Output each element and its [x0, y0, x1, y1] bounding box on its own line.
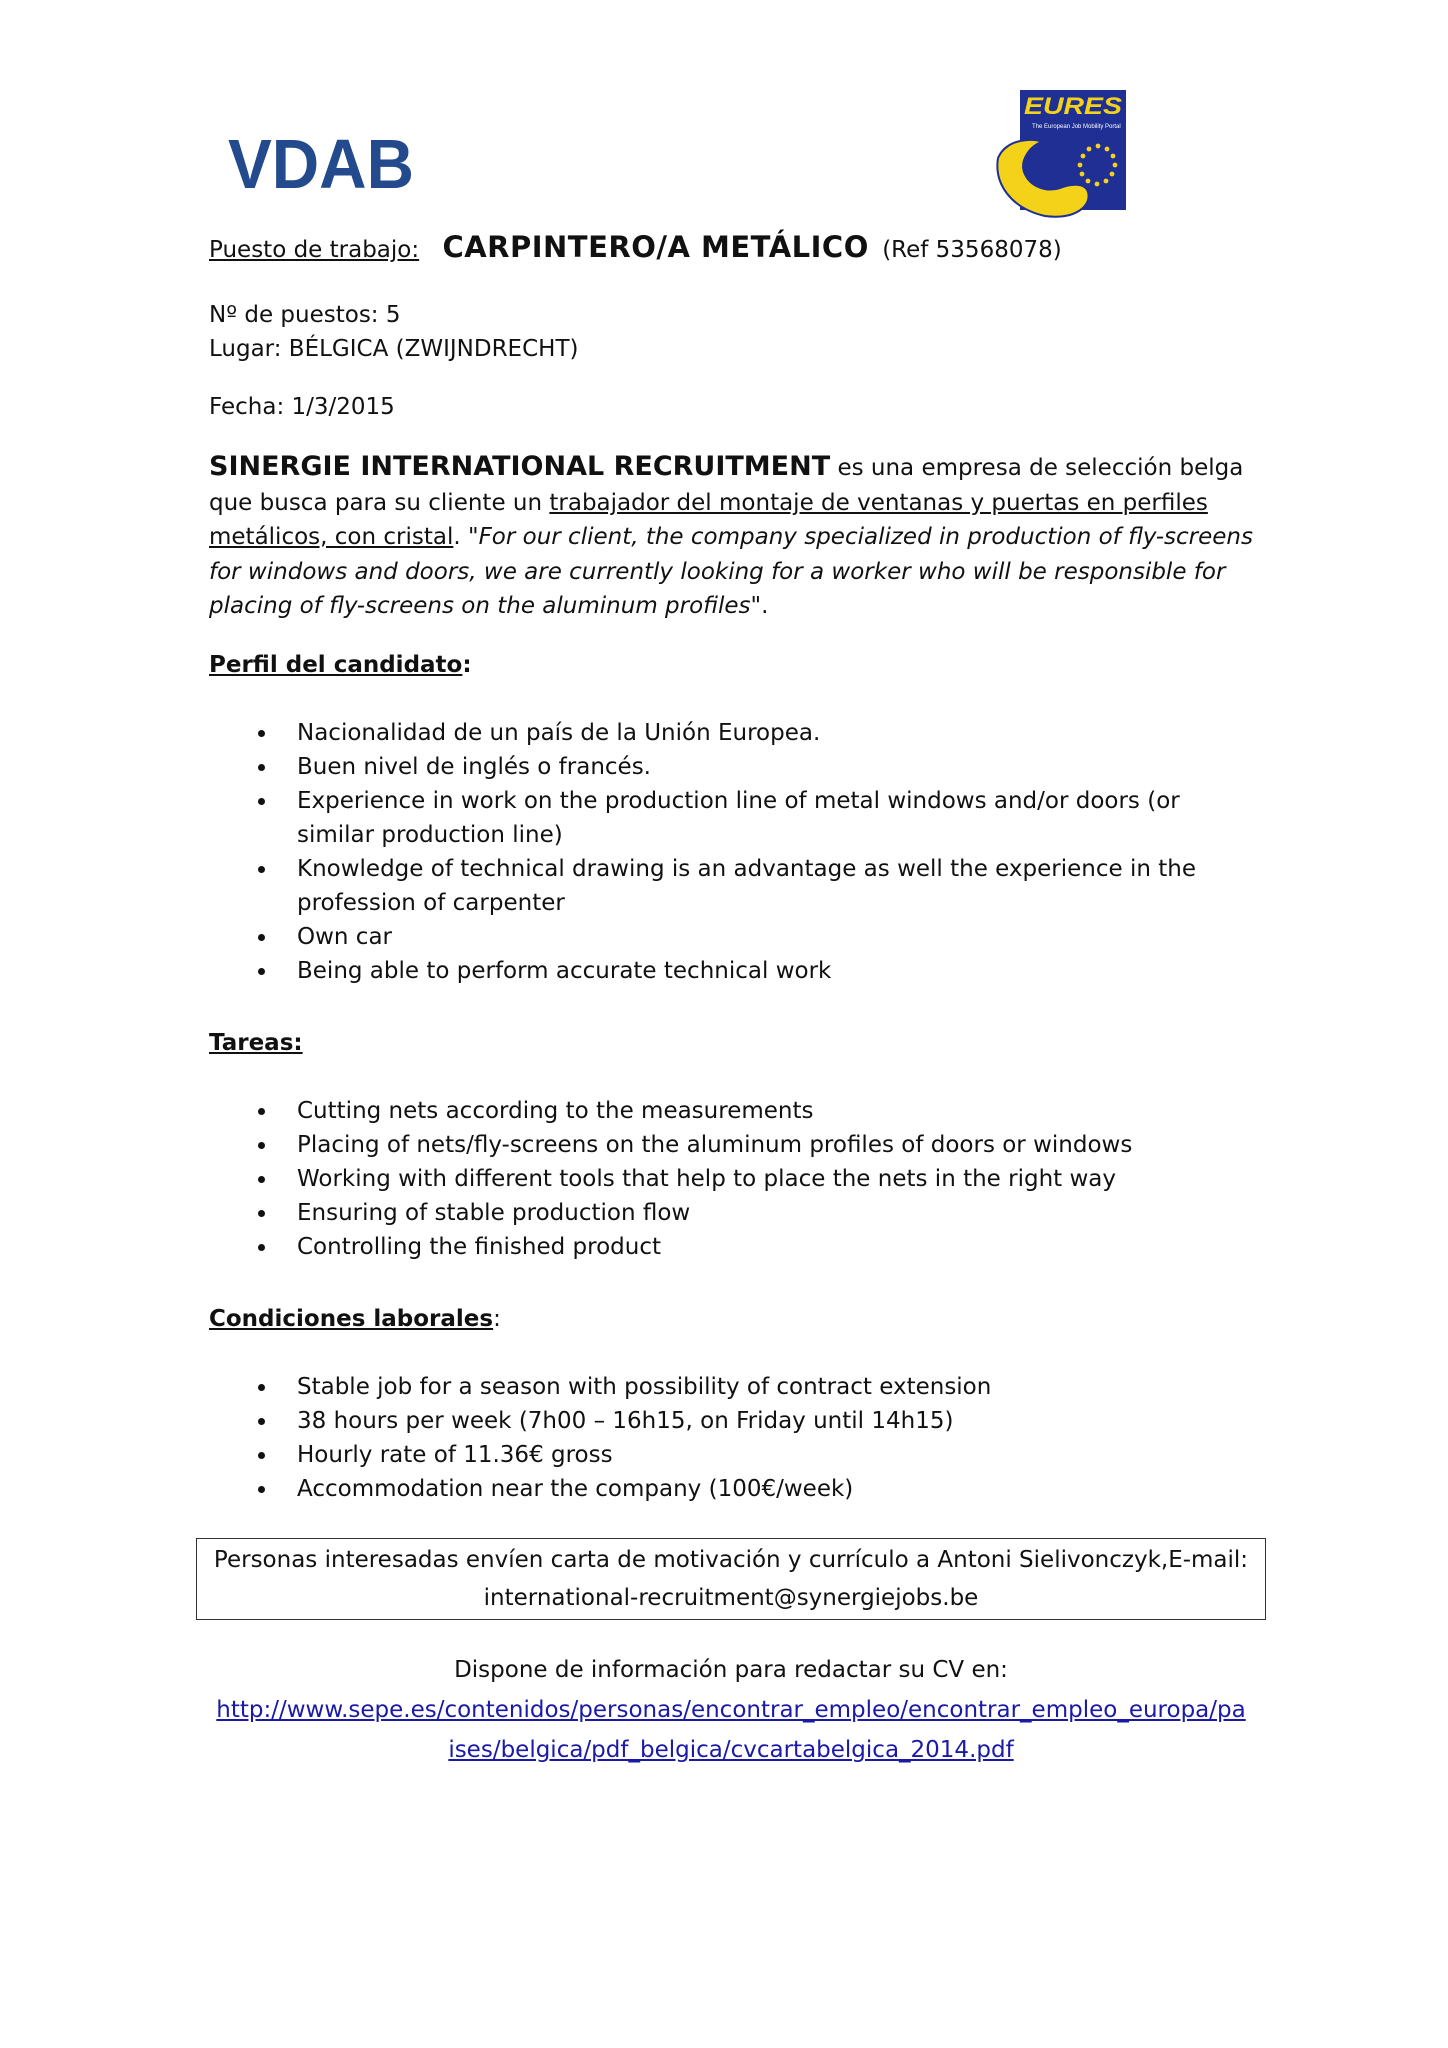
list-item: Hourly rate of 11.36€ gross	[254, 1438, 1254, 1472]
job-reference: (Ref 53568078)	[882, 237, 1062, 263]
list-item: Knowledge of technical drawing is an advantage as well the experience in the profession of carpenter	[254, 852, 1254, 920]
job-title: CARPINTERO/A METÁLICO	[442, 230, 869, 264]
tasks-list	[254, 1094, 1254, 1264]
list-item: 38 hours per week (7h00 – 16h15, on Friday until 14h15)	[254, 1404, 1254, 1438]
section-heading-tasks	[209, 1026, 1259, 1060]
list-item: Controlling the finished product	[254, 1230, 1254, 1264]
contact-email[interactable]: international-recruitment@synergiejobs.be	[483, 1585, 979, 1611]
intro-quote: "For our client, the company specialized in production of fly-screens for windows and doors, we are currently looking for a worker who will be responsible for placing of fly-screens on the aluminum profiles	[209, 524, 1253, 619]
eures-logo-subtitle: The European Job Mobility Portal	[1032, 124, 1121, 130]
contact-text: Personas interesadas envíen carta de motivación y currículo a Antoni Sielivonczyk,E-mail:	[213, 1547, 1249, 1573]
section-heading-conditions-colon: :	[493, 1306, 501, 1332]
list-item: Experience in work on the production line of metal windows and/or doors (or similar production line)	[254, 784, 1254, 852]
intro-text-2: .	[453, 524, 468, 550]
profile-list	[254, 716, 1254, 988]
intro-text-1: es una empresa de selección belga que busca para su cliente un	[209, 455, 1244, 516]
contact-box	[196, 1538, 1266, 1620]
cv-info	[196, 1650, 1266, 1770]
vdab-logo	[228, 118, 418, 208]
list-item: Own car	[254, 920, 1254, 954]
cv-info-link-line-2[interactable]: ises/belgica/pdf_belgica/cvcartabelgica_2014.pdf	[448, 1737, 1014, 1763]
positions-count: Nº de puestos: 5	[209, 302, 401, 328]
list-item: Cutting nets according to the measurements	[254, 1094, 1254, 1128]
list-item: Ensuring of stable production flow	[254, 1196, 1254, 1230]
list-item: Nacionalidad de un país de la Unión Europea.	[254, 716, 1254, 750]
conditions-list	[254, 1370, 1254, 1506]
company-name: SINERGIE INTERNATIONAL RECRUITMENT	[209, 451, 831, 482]
eures-logo	[990, 88, 1130, 223]
list-item: Working with different tools that help to place the nets in the right way	[254, 1162, 1254, 1196]
vdab-logo-text: VDAB	[228, 125, 414, 203]
cv-info-label: Dispone de información para redactar su CV en:	[454, 1657, 1008, 1683]
cv-info-link[interactable]	[216, 1697, 1245, 1763]
section-heading-conditions-label: Condiciones laborales	[209, 1306, 494, 1332]
cv-info-link-line-1[interactable]: http://www.sepe.es/contenidos/personas/encontrar_empleo/encontrar_empleo_europa/pa	[216, 1697, 1246, 1723]
job-title-line	[209, 230, 1259, 267]
job-meta	[209, 298, 1259, 366]
list-item: Placing of nets/fly-screens on the aluminum profiles of doors or windows	[254, 1128, 1254, 1162]
job-location: Lugar: BÉLGICA (ZWIJNDRECHT)	[209, 336, 579, 362]
section-heading-profile-label: Perfil del candidato	[209, 652, 463, 678]
list-item: Buen nivel de inglés o francés.	[254, 750, 1254, 784]
job-date: Fecha: 1/3/2015	[209, 394, 395, 420]
section-heading-conditions	[209, 1302, 1259, 1336]
section-heading-profile	[209, 648, 1259, 682]
list-item: Being able to perform accurate technical work	[254, 954, 1254, 988]
section-heading-profile-colon: :	[462, 652, 472, 678]
job-title-label: Puesto de trabajo:	[209, 237, 420, 263]
list-item: Stable job for a season with possibility of contract extension	[254, 1370, 1254, 1404]
intro-job-description: trabajador del montaje de ventanas y puertas en perfiles metálicos, con cristal	[209, 489, 1208, 550]
intro-quote-end: ".	[750, 593, 769, 619]
section-heading-tasks-label: Tareas:	[209, 1030, 303, 1056]
eures-logo-text: EURES	[1024, 93, 1122, 120]
intro-paragraph	[209, 450, 1259, 624]
list-item: Accommodation near the company (100€/week)	[254, 1472, 1254, 1506]
